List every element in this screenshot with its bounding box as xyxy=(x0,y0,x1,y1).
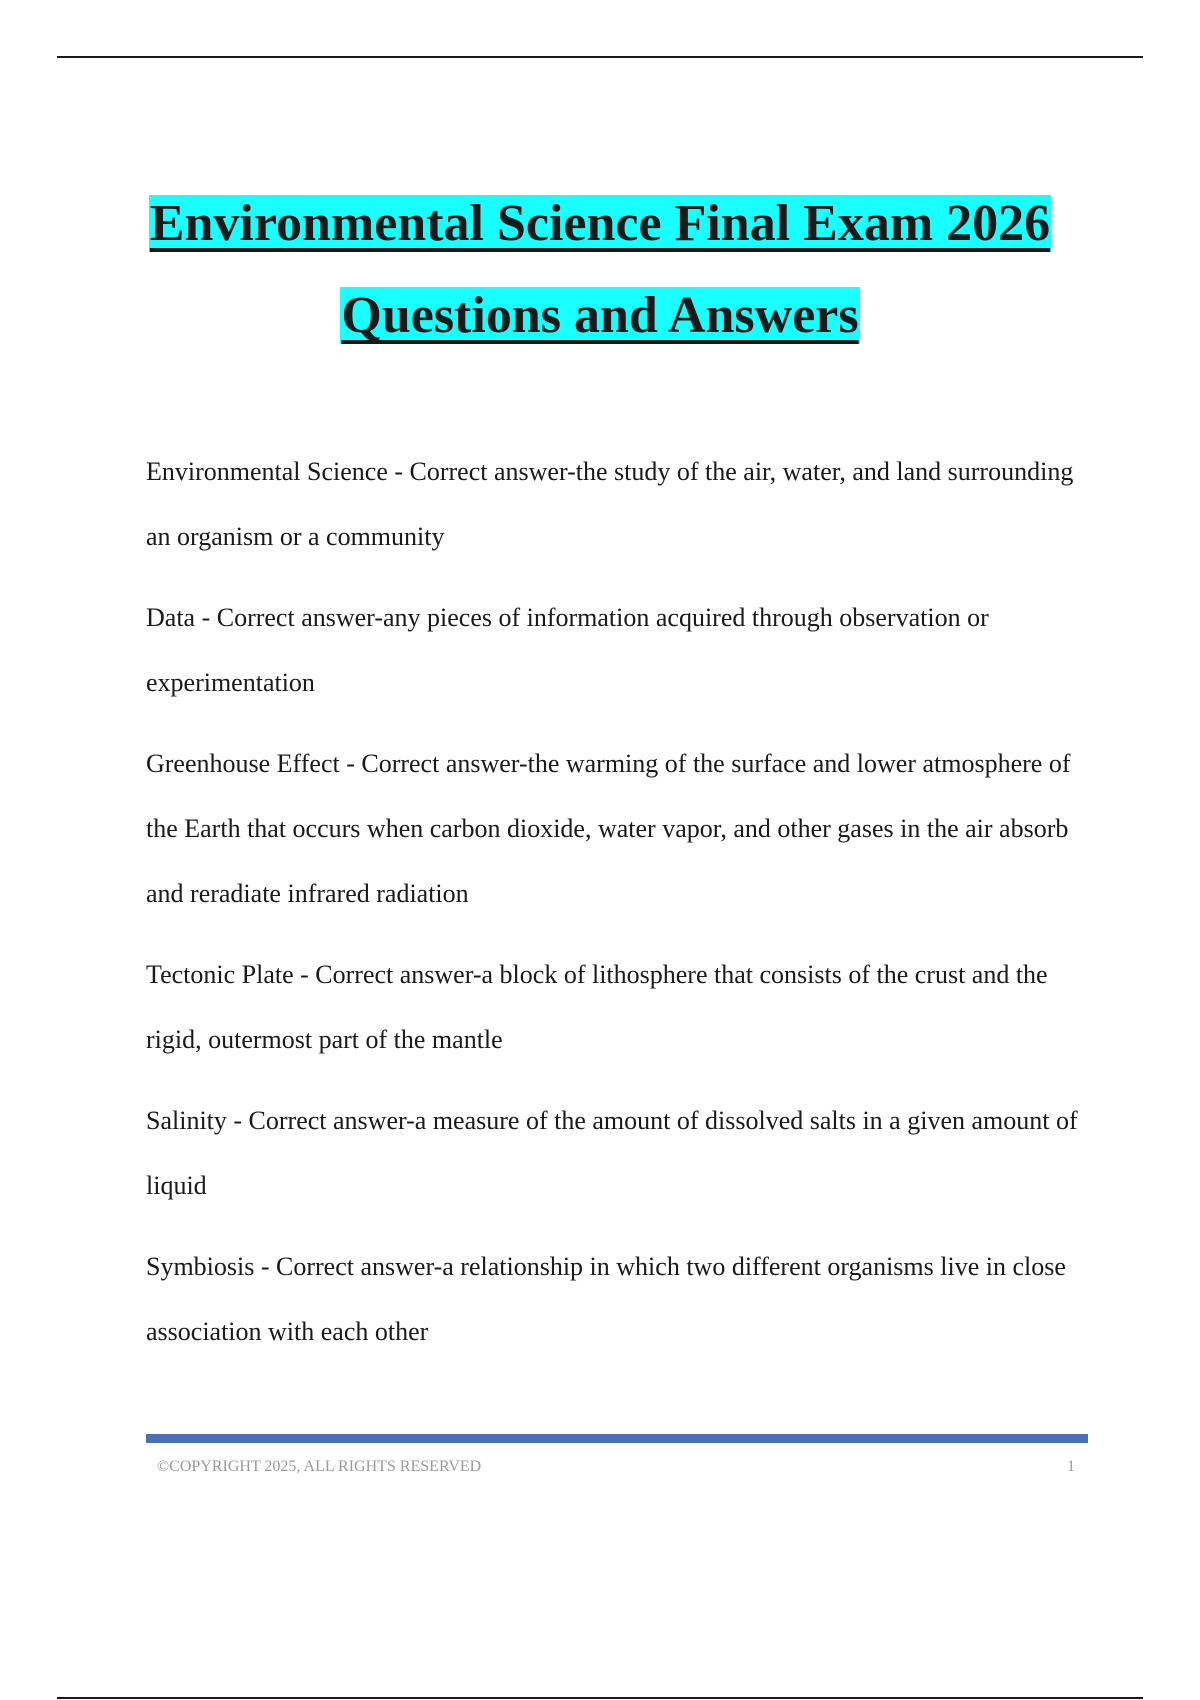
qa-entry: Symbiosis - Correct answer-a relationship in which two different organisms live in close association with each other xyxy=(146,1252,1066,1346)
top-rule xyxy=(57,56,1143,58)
footer-bar xyxy=(146,1434,1088,1443)
qa-entry: Greenhouse Effect - Correct answer-the warming of the surface and lower atmosphere of the Earth that occurs when carbon dioxide, water vapor, and other gases in the air absorb and reradiate infrared radiation xyxy=(146,749,1071,908)
qa-entry: Data - Correct answer-any pieces of information acquired through observation or experimentation xyxy=(146,603,989,697)
title-line-1: Environmental Science Final Exam 2026 xyxy=(149,195,1051,252)
qa-entry: Salinity - Correct answer-a measure of the amount of dissolved salts in a given amount of liquid xyxy=(146,1106,1078,1200)
qa-entry: Tectonic Plate - Correct answer-a block of lithosphere that consists of the crust and the rigid, outermost part of the mantle xyxy=(146,960,1048,1054)
page-number: 1 xyxy=(1067,1458,1075,1475)
bottom-rule xyxy=(57,1697,1143,1699)
qa-entry: Environmental Science - Correct answer-the study of the air, water, and land surrounding an organism or a community xyxy=(146,457,1074,551)
qa-entries xyxy=(146,439,1096,1380)
footer-copyright: ©COPYRIGHT 2025, ALL RIGHTS RESERVED xyxy=(157,1458,482,1475)
title-line-2: Questions and Answers xyxy=(341,287,859,344)
document-title xyxy=(0,178,1200,362)
